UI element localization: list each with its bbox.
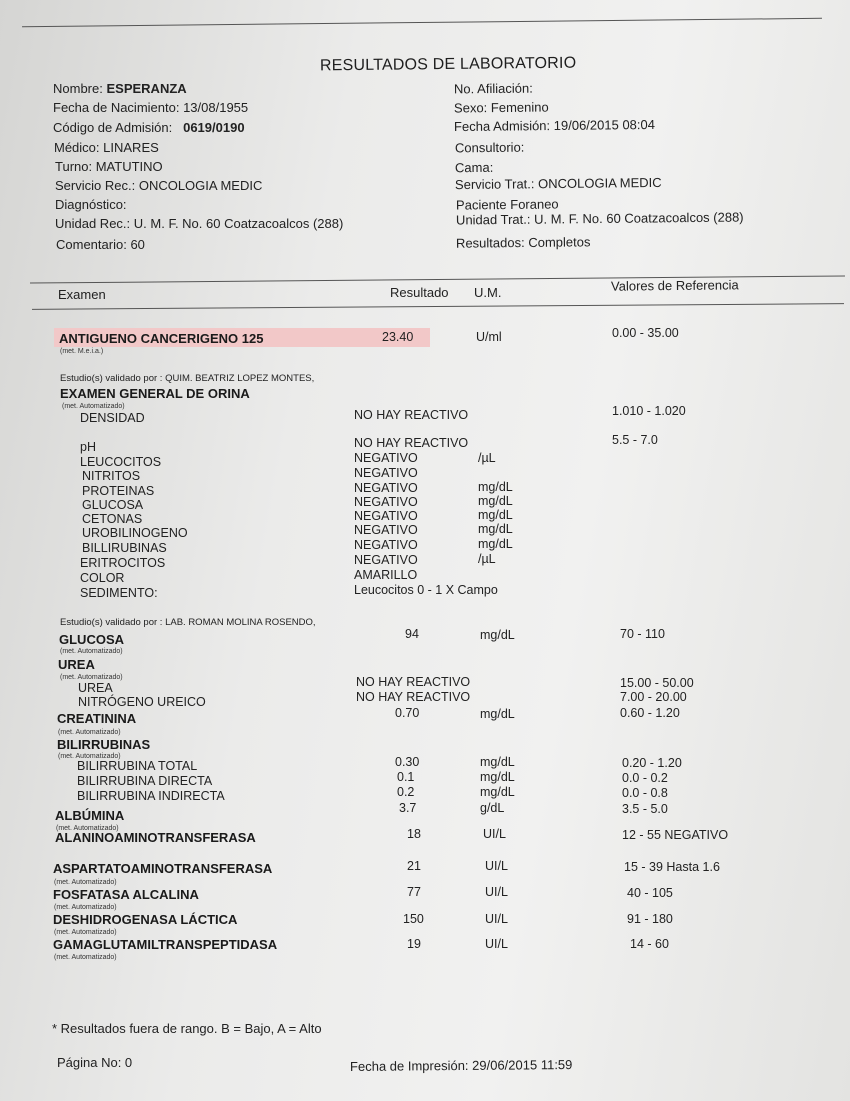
unit-rec: Unidad Rec.: U. M. F. No. 60 Coatzacoalcos (288) bbox=[55, 216, 344, 231]
bili-name-indirecta: BILIRRUBINA INDIRECTA bbox=[77, 789, 225, 803]
col-resultado: Resultado bbox=[390, 285, 449, 300]
dhl-method: (met. Automatizado) bbox=[54, 929, 117, 936]
creatinina-method: (met. Automatizado) bbox=[58, 729, 121, 736]
glucosa-method: (met. Automatizado) bbox=[60, 648, 123, 655]
service-rec: Servicio Rec.: ONCOLOGIA MEDIC bbox=[55, 178, 263, 193]
bili-name-directa: BILIRRUBINA DIRECTA bbox=[77, 774, 213, 788]
col-referencia: Valores de Referencia bbox=[610, 277, 739, 294]
unit-trat: Unidad Trat.: U. M. F. No. 60 Coatzacoalcos (288) bbox=[455, 209, 744, 228]
ego-title: EXAMEN GENERAL DE ORINA bbox=[60, 386, 250, 401]
ego-um-cetonas: mg/dL bbox=[478, 508, 513, 522]
consultorio: Consultorio: bbox=[454, 139, 525, 156]
foreign-patient: Paciente Foraneo bbox=[455, 196, 559, 213]
glucosa-result: 94 bbox=[405, 627, 419, 641]
urea-name-bun: NITRÓGENO UREICO bbox=[78, 695, 206, 709]
ego-result-sedimento: Leucocitos 0 - 1 X Campo bbox=[354, 583, 498, 597]
ego-result-proteinas: NEGATIVO bbox=[354, 481, 418, 495]
ego-um-urobilinogeno: mg/dL bbox=[478, 522, 513, 536]
col-examen: Examen bbox=[58, 287, 106, 302]
sex: Sexo: Femenino bbox=[453, 99, 549, 116]
validated-by-1: Estudio(s) validado por : QUIM. BEATRIZ LOPEZ MONTES, bbox=[60, 373, 315, 384]
ego-result-billirubinas: NEGATIVO bbox=[354, 538, 418, 552]
patient-name: Nombre: ESPERANZA bbox=[53, 81, 187, 96]
glucosa-ref: 70 - 110 bbox=[620, 627, 665, 641]
ego-name-eritrocitos: ERITROCITOS bbox=[80, 556, 166, 570]
bili-um-total: mg/dL bbox=[480, 755, 515, 769]
albumina-method: (met. Automatizado) bbox=[56, 825, 119, 832]
dhl-um: UI/L bbox=[485, 912, 508, 926]
ego-name-densidad: DENSIDAD bbox=[80, 411, 145, 425]
urea-result-bun: NO HAY REACTIVO bbox=[356, 690, 471, 704]
dhl-result: 150 bbox=[403, 912, 424, 926]
glucosa-um: mg/dL bbox=[480, 628, 515, 642]
top-rule bbox=[22, 18, 822, 27]
ego-method: (met. Automatizado) bbox=[62, 403, 125, 410]
ca125-result: 23.40 bbox=[382, 330, 414, 344]
col-um: U.M. bbox=[474, 285, 502, 300]
ego-result-leucocitos: NEGATIVO bbox=[354, 451, 418, 465]
ego-um-eritrocitos: /µL bbox=[478, 552, 496, 566]
columns-bottom-rule bbox=[32, 303, 844, 310]
report-title: RESULTADOS DE LABORATORIO bbox=[319, 54, 577, 75]
ggt-name: GAMAGLUTAMILTRANSPEPTIDASA bbox=[53, 937, 278, 952]
ggt-ref: 14 - 60 bbox=[630, 937, 669, 951]
ca125-name: ANTIGUENO CANCERIGENO 125 bbox=[59, 331, 264, 346]
ego-result-nitritos: NEGATIVO bbox=[354, 466, 418, 480]
ego-result-densidad: NO HAY REACTIVO bbox=[354, 408, 469, 422]
fa-um: UI/L bbox=[485, 885, 508, 899]
diagnosis: Diagnóstico: bbox=[55, 197, 127, 212]
out-of-range-note: * Resultados fuera de rango. B = Bajo, A = Alto bbox=[52, 1021, 322, 1036]
ego-um-glucosa: mg/dL bbox=[478, 494, 513, 508]
fa-method: (met. Automatizado) bbox=[54, 904, 117, 911]
bili-ref-directa: 0.0 - 0.2 bbox=[622, 771, 668, 785]
albumina-ref: 3.5 - 5.0 bbox=[622, 802, 668, 816]
affiliation: No. Afiliación: bbox=[453, 80, 533, 97]
glucosa-name: GLUCOSA bbox=[59, 632, 124, 647]
ast-um: UI/L bbox=[485, 859, 508, 873]
bili-result-indirecta: 0.2 bbox=[397, 785, 415, 799]
bili-ref-total: 0.20 - 1.20 bbox=[622, 756, 682, 770]
alt-um: UI/L bbox=[483, 827, 506, 841]
ego-result-eritrocitos: NEGATIVO bbox=[354, 553, 418, 567]
bili-title: BILIRRUBINAS bbox=[57, 737, 151, 752]
urea-result-urea: NO HAY REACTIVO bbox=[356, 675, 471, 689]
ego-ref-ph: 5.5 - 7.0 bbox=[612, 433, 658, 447]
comment: Comentario: 60 bbox=[56, 237, 145, 252]
ego-name-sedimento: SEDIMENTO: bbox=[80, 586, 158, 600]
ego-name-leucocitos: LEUCOCITOS bbox=[80, 455, 162, 469]
ggt-um: UI/L bbox=[485, 937, 508, 951]
birth-date: Fecha de Nacimiento: 13/08/1955 bbox=[53, 100, 249, 115]
bili-name-total: BILIRRUBINA TOTAL bbox=[77, 759, 198, 773]
validated-by-2: Estudio(s) validado por : LAB. ROMAN MOLINA ROSENDO, bbox=[60, 617, 316, 628]
ego-result-cetonas: NEGATIVO bbox=[354, 509, 418, 523]
bili-result-directa: 0.1 bbox=[397, 770, 415, 784]
ggt-method: (met. Automatizado) bbox=[54, 954, 117, 961]
dhl-ref: 91 - 180 bbox=[627, 912, 673, 926]
ast-ref: 15 - 39 Hasta 1.6 bbox=[624, 860, 720, 874]
ego-name-proteinas: PROTEINAS bbox=[82, 484, 155, 498]
fa-name: FOSFATASA ALCALINA bbox=[53, 887, 199, 902]
ego-name-nitritos: NITRITOS bbox=[82, 469, 141, 483]
shift: Turno: MATUTINO bbox=[55, 159, 163, 174]
creatinina-ref: 0.60 - 1.20 bbox=[620, 706, 680, 720]
ego-result-ph: NO HAY REACTIVO bbox=[354, 436, 469, 450]
dhl-name: DESHIDROGENASA LÁCTICA bbox=[53, 912, 238, 927]
albumina-result: 3.7 bbox=[399, 801, 417, 815]
ego-result-color: AMARILLO bbox=[354, 568, 418, 582]
alt-ref: 12 - 55 NEGATIVO bbox=[622, 828, 729, 842]
ego-name-color: COLOR bbox=[80, 571, 125, 585]
ast-result: 21 bbox=[407, 859, 421, 873]
ego-name-billirubinas: BILLIRUBINAS bbox=[82, 541, 167, 555]
ego-name-ph: pH bbox=[80, 440, 96, 454]
albumina-name: ALBÚMINA bbox=[55, 808, 125, 823]
creatinina-name: CREATININA bbox=[57, 711, 137, 726]
urea-ref-urea: 15.00 - 50.00 bbox=[620, 676, 694, 690]
urea-ref-bun: 7.00 - 20.00 bbox=[620, 690, 687, 704]
bili-um-indirecta: mg/dL bbox=[480, 785, 515, 799]
creatinina-result: 0.70 bbox=[395, 706, 420, 720]
ego-ref-densidad: 1.010 - 1.020 bbox=[612, 404, 686, 418]
urea-title: UREA bbox=[58, 657, 95, 672]
urea-method: (met. Automatizado) bbox=[60, 674, 123, 681]
ca125-method: (met. M.e.i.a.) bbox=[60, 348, 104, 355]
service-trat: Servicio Trat.: ONCOLOGIA MEDIC bbox=[454, 174, 662, 193]
ego-um-billirubinas: mg/dL bbox=[478, 537, 513, 551]
alt-name: ALANINOAMINOTRANSFERASA bbox=[55, 830, 256, 845]
bili-um-directa: mg/dL bbox=[480, 770, 515, 784]
ego-name-cetonas: CETONAS bbox=[82, 512, 143, 526]
ego-name-glucosa: GLUCOSA bbox=[82, 498, 144, 512]
results-status: Resultados: Completos bbox=[455, 234, 591, 251]
bili-method: (met. Automatizado) bbox=[58, 753, 121, 760]
ego-um-proteinas: mg/dL bbox=[478, 480, 513, 494]
bili-result-total: 0.30 bbox=[395, 755, 420, 769]
print-date: Fecha de Impresión: 29/06/2015 11:59 bbox=[349, 1057, 573, 1074]
doctor: Médico: LINARES bbox=[54, 140, 159, 155]
fa-result: 77 bbox=[407, 885, 421, 899]
ast-name: ASPARTATOAMINOTRANSFERASA bbox=[53, 861, 273, 876]
admission-date: Fecha Admisión: 19/06/2015 08:04 bbox=[453, 116, 656, 135]
ego-name-urobilinogeno: UROBILINOGENO bbox=[82, 526, 188, 540]
alt-result: 18 bbox=[407, 827, 421, 841]
ego-result-urobilinogeno: NEGATIVO bbox=[354, 523, 418, 537]
albumina-um: g/dL bbox=[480, 801, 505, 815]
ggt-result: 19 bbox=[407, 937, 421, 951]
fa-ref: 40 - 105 bbox=[627, 886, 673, 900]
ca125-um: U/ml bbox=[476, 330, 502, 344]
page-number: Página No: 0 bbox=[57, 1055, 133, 1070]
urea-name-urea: UREA bbox=[78, 681, 113, 695]
bili-ref-indirecta: 0.0 - 0.8 bbox=[622, 786, 668, 800]
bed: Cama: bbox=[454, 159, 494, 176]
ast-method: (met. Automatizado) bbox=[54, 879, 117, 886]
ca125-ref: 0.00 - 35.00 bbox=[612, 326, 679, 340]
ego-um-leucocitos: /µL bbox=[478, 451, 496, 465]
admission-code: Código de Admisión: 0619/0190 bbox=[53, 120, 245, 135]
ego-result-glucosa: NEGATIVO bbox=[354, 495, 418, 509]
creatinina-um: mg/dL bbox=[480, 707, 515, 721]
